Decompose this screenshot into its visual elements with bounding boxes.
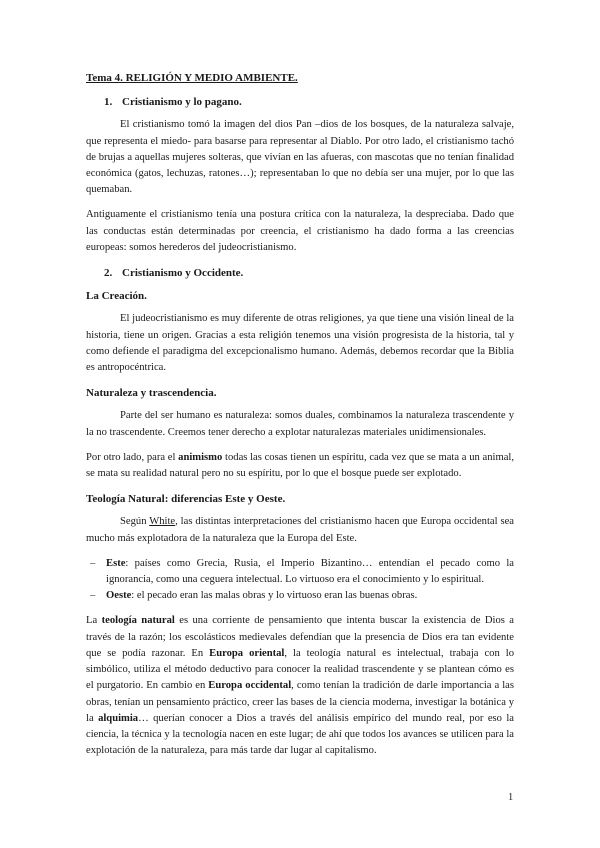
paragraph-1: El cristianismo tomó la imagen del dios Pan –dios de los bosques, de la naturaleza salvaje, que representa el miedo- para basarse para representar al Diablo. Por otro lado, el cristianismo tachó de brujas a aquellas mujeres solteras, que vivían en las afueras, con mascotas que no tenían finalidad económica (gatos, lechuzas, ratones…); representaban lo que no debía ser una mujer, por lo que las quemaban.: [86, 119, 514, 196]
section-2-heading: [104, 265, 514, 281]
page-number: 1: [508, 792, 514, 803]
paragraph-7-text: , la teología natural es intelectual, trabaja con lo simbólico, utiliza el método deductivo para conocer la realidad trascendente y se plantean cómo es el purgatorio. En cambio en: [86, 647, 514, 692]
paragraph-7-text: es una corriente de pensamiento que intenta buscar la existencia de Dios a través de la razón; los escolásticos medievales defendían que la presencia de Dios era tan evidente que se podía razonar. En: [86, 615, 514, 659]
subheading-creacion: La Creación.: [86, 290, 147, 303]
document-title: Tema 4. RELIGIÓN Y MEDIO AMBIENTE.: [86, 72, 298, 84]
paragraph-2: Antiguamente el cristianismo tenía una postura crítica con la naturaleza, la despreciaba. Dado que las conductas están determinadas por creencia, el cristianismo ha dado forma a las creencias europeas: somos herederos del judeocristianismo.: [86, 209, 514, 253]
paragraph-5: [86, 450, 514, 482]
section-1-title: Cristianismo y lo pagano.: [122, 96, 242, 109]
paragraph-5-text: Por otro lado, para el: [86, 451, 179, 463]
paragraph-7-text: … querían conocer a Dios a través del análisis empírico del mundo real, por eso la ciencia, la técnica y la tecnología nacen en este lugar; de ahí que todos los avances se utilicen para la explotación de la naturaleza, para más tarde dar lugar al capitalismo.: [86, 712, 514, 757]
term-teologia-natural: teología natural: [101, 615, 175, 627]
section-2-number: 2.: [104, 267, 113, 280]
section-1-heading: [104, 94, 514, 110]
list-term: Oeste: [106, 590, 132, 602]
term-europa-oriental: Europa oriental: [209, 647, 285, 659]
paragraph-7-text: , como tenían la tradición de darle importancia a las obras, tenían un pensamiento práctico, creer las bases de la ciencia moderna, investigar la botánica y la: [86, 680, 514, 724]
document-page: [86, 70, 514, 759]
east-west-list: [86, 556, 514, 605]
subheading-teologia: Teología Natural: diferencias Este y Oeste.: [86, 493, 286, 506]
paragraph-4: Parte del ser humano es naturaleza: somos duales, combinamos la naturaleza trascendente y la no trascendente. Creemos tener derecho a explotar naturalezas materiales unidimensionales.: [86, 410, 514, 438]
subheading-naturaleza: Naturaleza y trascendencia.: [86, 387, 217, 400]
list-term: Este: [106, 557, 126, 569]
author-white: White: [149, 516, 176, 528]
list-item-oeste: [86, 588, 514, 604]
paragraph-7-text: La: [86, 615, 102, 627]
paragraph-5-text: todas las cosas tienen un espíritu, cada vez que se mata a un animal, se mata su realidad natural pero no su espíritu, por lo que el bosque puede ser explotado.: [86, 451, 514, 480]
dash-bullet: –: [90, 590, 96, 602]
list-item-este: [86, 556, 514, 588]
term-animismo: animismo: [178, 451, 223, 463]
paragraph-6-text: , las distintas interpretaciones del cristianismo hacen que Europa occidental sea mucho más explotadora de la naturaleza que la Europa del Este.: [86, 516, 514, 544]
paragraph-3: El judeocristianismo es muy diferente de otras religiones, ya que tiene una visión lineal de la historia, tiene un origen. Gracias a esta religión tenemos una visión progresista de la historia, tal y como defiende el paradigma del excepcionalismo humano. Además, debemos recordar que la Biblia es antropocéntrica.: [86, 313, 514, 374]
paragraph-6-text: Según: [120, 516, 150, 528]
section-1-number: 1.: [104, 96, 113, 109]
paragraph-6: [86, 514, 514, 546]
list-text: : el pecado eran las malas obras y lo virtuoso eran las buenas obras.: [131, 590, 418, 602]
list-text: : países como Grecia, Rusia, el Imperio Bizantino… entendían el pecado como la ignorancia, como una ceguera intelectual. Lo virtuoso era el conocimiento y lo espiritual.: [106, 557, 514, 586]
paragraph-7: [86, 613, 514, 759]
section-2-title: Cristianismo y Occidente.: [122, 267, 244, 280]
term-europa-occidental: Europa occidental: [208, 680, 292, 692]
dash-bullet: –: [90, 557, 96, 569]
term-alquimia: alquimia: [98, 712, 139, 724]
